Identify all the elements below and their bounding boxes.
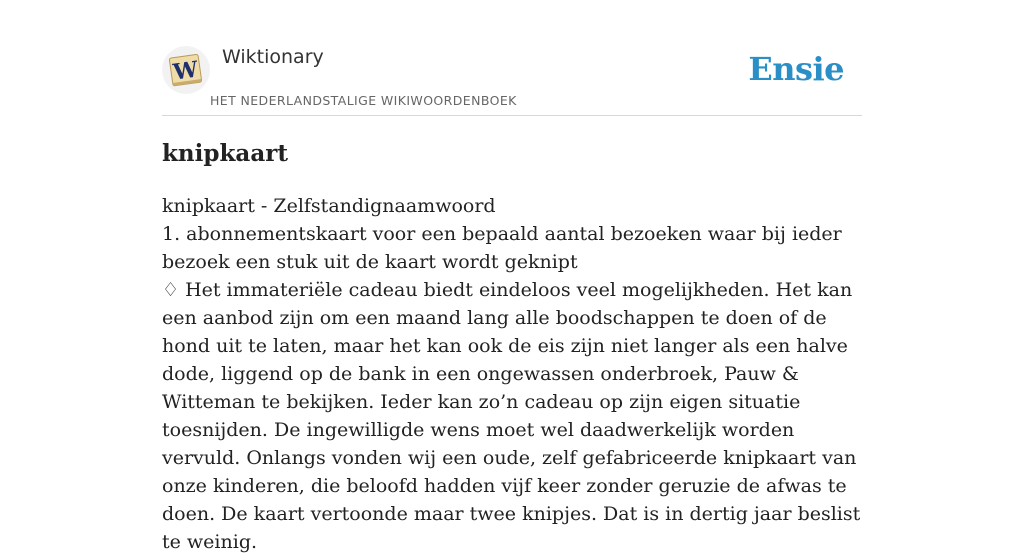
logo-letter: W (171, 56, 200, 86)
entry-example: ♢ Het immateriële cadeau biedt eindeloos veel mogelijkheden. Het kan een aanbod zijn om een maand lang alle boodschappen te doen of de hond uit te laten, maar het kan ook de eis zijn niet langer als een halve dode, liggend op de bank in een ongewassen onderbroek, Pauw & Witteman te bekijken. Ieder kan zo’n cadeau op zijn eigen situatie toesnijden. De ingewilligde wens moet wel daadwerkelijk worden vervuld. Onlangs vonden wij een oude, zelf gefabriceerde knipkaart van onze kinderen, die beloofd hadden vijf keer zonder geruzie de afwas te doen. De kaart vertoonde maar twee knipjes. Dat is in dertig jaar beslist te weinig. (162, 279, 861, 553)
site-tagline: HET NEDERLANDSTALIGE WIKIWOORDENBOEK (210, 93, 517, 108)
page-title: knipkaart (162, 140, 288, 167)
wiktionary-logo-icon[interactable] (162, 46, 210, 94)
site-header (162, 0, 862, 116)
page (162, 0, 862, 553)
entry-content (162, 192, 862, 556)
entry-heading: knipkaart - Zelfstandignaamwoord (162, 195, 496, 217)
ensie-brand-link[interactable]: Ensie (748, 50, 844, 88)
entry-definition: 1. abonnementskaart voor een bepaald aantal bezoeken waar bij ieder bezoek een stuk uit de kaart wordt geknipt (162, 223, 842, 273)
site-name-link[interactable]: Wiktionary (222, 46, 324, 68)
